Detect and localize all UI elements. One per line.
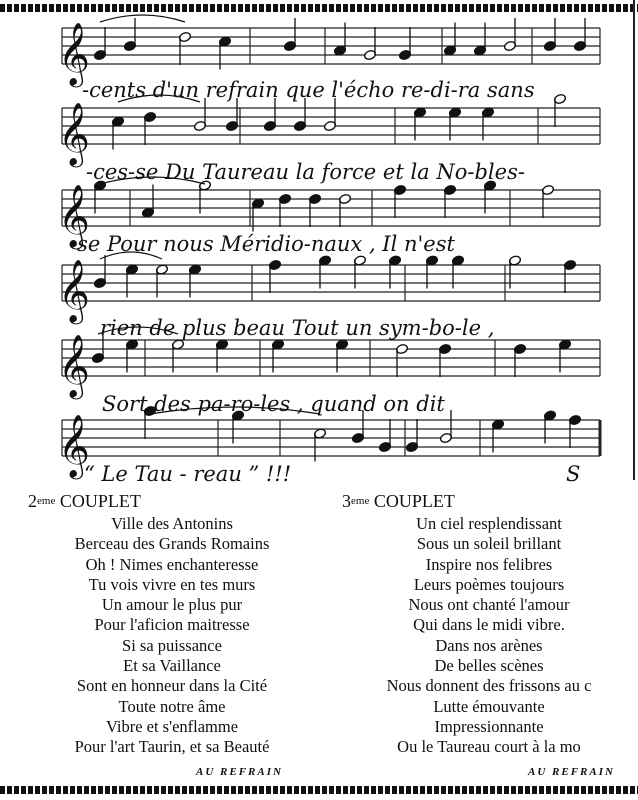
couplet-2-suffix: eme [37, 495, 56, 507]
lyric-line-5: Sort des pa-ro-les , quand on dit [102, 392, 445, 416]
couplet-2-number: 2 [28, 491, 37, 511]
couplet-3-number: 3 [342, 491, 351, 511]
verse-line: Ville des Antonins [111, 514, 233, 533]
verse-line: Nous donnent des frissons au c [386, 676, 592, 696]
end-mark: S [566, 462, 581, 486]
lyric-line-4: rien de plus beau Tout un sym-bo-le , [100, 316, 495, 340]
verse-line: Dans nos arènes [435, 635, 543, 655]
verse-line: Impressionnante [434, 716, 544, 736]
verse-line: Berceau des Grands Romains [74, 534, 270, 554]
treble-clef-icon: 𝄞 [58, 334, 90, 397]
verse-line: Sous un soleil brillant [416, 534, 562, 554]
couplet-2-heading: COUPLET [59, 491, 141, 511]
bottom-decorative-border [0, 786, 638, 794]
couplet-3 [340, 490, 638, 758]
verse-line: Lutte émouvante [433, 696, 545, 716]
lyric-line-6: “ Le Tau - reau ” !!! [84, 462, 292, 486]
verse-line: De belles scènes [434, 656, 544, 676]
slur [100, 15, 185, 22]
lyric-line-2: -ces-se Du Taureau la force et la No-bles- [86, 160, 525, 184]
couplet-3-suffix: eme [351, 495, 370, 507]
refrain-label-couplet-3: AU REFRAIN [528, 766, 615, 778]
treble-clef-icon: 𝄞 [58, 22, 90, 85]
verse-line: Sont en honneur dans la Cité [76, 676, 268, 696]
verse-line: Inspire nos felibres [425, 554, 553, 574]
verse-line: Toute notre âme [118, 696, 226, 716]
verse-line: Pour l'art Taurin, et sa Beauté [74, 737, 270, 757]
verse-line: Pour l'aficion maitresse [94, 615, 250, 635]
verse-line: Un amour le plus pur [101, 595, 243, 615]
treble-clef-icon: 𝄞 [58, 184, 90, 247]
verse-line: Tu vois vivre en tes murs [88, 574, 256, 594]
treble-clef-icon: 𝄞 [58, 102, 90, 165]
couplet-2-title [22, 490, 322, 512]
verse-line: Ou le Taureau court à la mo [397, 737, 581, 757]
verse-line: Et sa Vaillance [123, 656, 221, 676]
verse-line: Vibre et s'enflamme [105, 716, 239, 736]
couplet-2 [22, 490, 322, 758]
refrain-label-couplet-2: AU REFRAIN [196, 766, 283, 778]
verse-line: Un ciel resplendissant [416, 514, 562, 533]
verse-line: Qui dans le midi vibre. [413, 615, 565, 635]
treble-clef-icon: 𝄞 [58, 414, 90, 477]
verse-line: Si sa puissance [122, 635, 222, 655]
lyric-line-3: -se Pour nous Méridio-naux , Il n'est [70, 232, 455, 256]
lyric-line-1: -cents d'un refrain que l'écho re-di-ra sans [82, 78, 535, 102]
couplet-3-title [340, 490, 638, 512]
couplet-3-heading: COUPLET [373, 491, 455, 511]
verse-line: Nous ont chanté l'amour [408, 595, 570, 615]
treble-clef-icon: 𝄞 [58, 259, 90, 322]
verse-line: Oh ! Nimes enchanteresse [85, 554, 259, 574]
verse-line: Leurs poèmes toujours [413, 574, 565, 594]
